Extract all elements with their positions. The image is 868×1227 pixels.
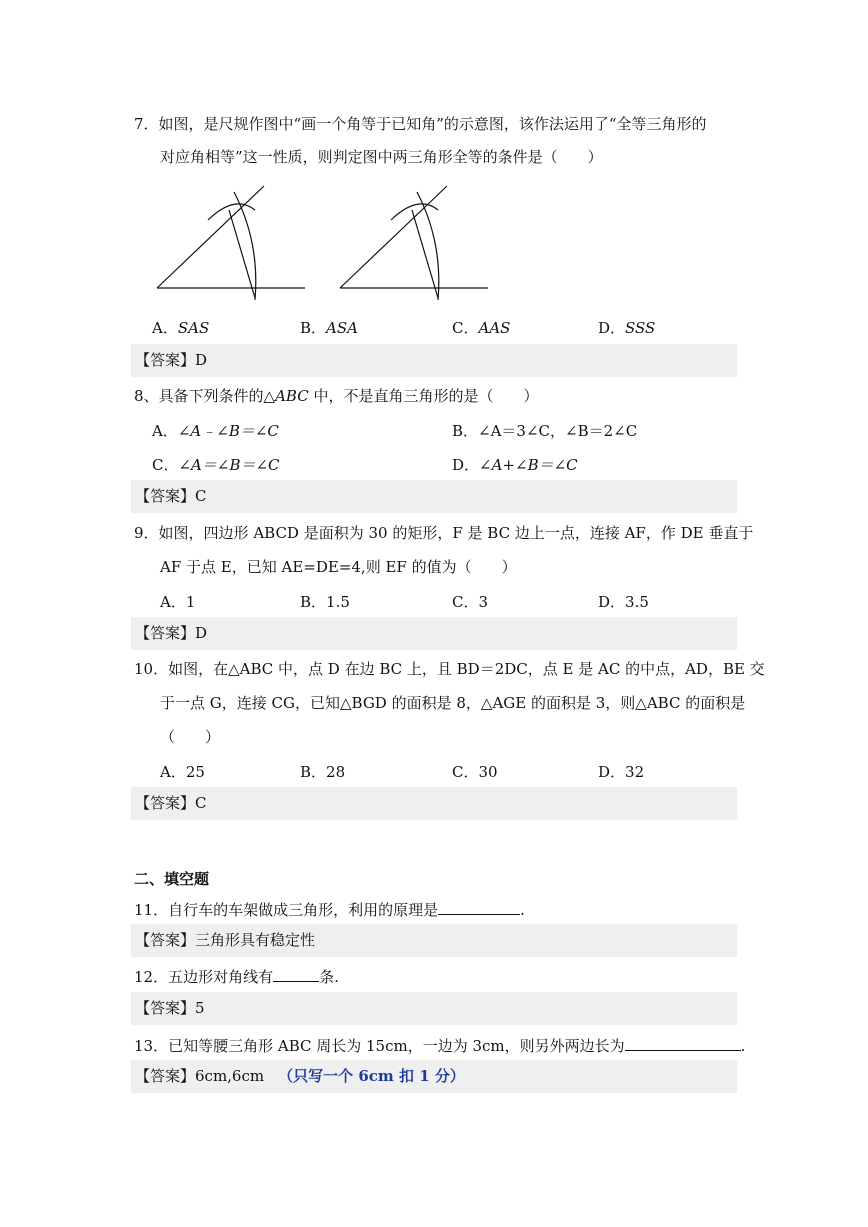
q7-option-a[interactable]: A．SAS bbox=[152, 319, 210, 337]
q12-answer: 【答案】5 bbox=[131, 992, 737, 1025]
q8-option-c[interactable]: C．∠A＝∠B＝∠C bbox=[152, 456, 280, 474]
q9-line2: AF 于点 E，已知 AE=DE=4,则 EF 的值为（ ） bbox=[160, 558, 517, 576]
q10-line3: （ ） bbox=[160, 728, 221, 746]
q8-line1: 8、具备下列条件的△ABC 中，不是直角三角形的是（ ） bbox=[134, 387, 539, 405]
q7-option-d[interactable]: D．SSS bbox=[598, 319, 656, 337]
q8-answer: 【答案】C bbox=[131, 480, 737, 513]
q7-figure-right bbox=[333, 182, 493, 302]
q10-option-b[interactable]: B．28 bbox=[300, 763, 346, 781]
q9-option-a[interactable]: A．1 bbox=[160, 593, 196, 611]
q7-line2: 对应角相等”这一性质，则判定图中两三角形全等的条件是（ ） bbox=[160, 148, 603, 166]
q9-option-d[interactable]: D．3.5 bbox=[598, 593, 649, 611]
q11-answer: 【答案】三角形具有稳定性 bbox=[131, 924, 737, 957]
question-number: 7． bbox=[134, 115, 159, 133]
q7-option-c[interactable]: C．AAS bbox=[452, 319, 511, 337]
q10-line1: 10．如图，在△ABC 中，点 D 在边 BC 上，且 BD＝2DC，点 E 是 AC 的中点，AD，BE 交 bbox=[134, 660, 765, 678]
q11-line: 11．自行车的车架做成三角形，利用的原理是 . bbox=[134, 901, 525, 919]
scoring-note: （只写一个 6cm 扣 1 分） bbox=[278, 1067, 465, 1085]
q12-line: 12．五边形对角线有 条. bbox=[134, 968, 339, 986]
answer-blank[interactable] bbox=[438, 899, 520, 915]
q10-option-a[interactable]: A．25 bbox=[160, 763, 205, 781]
q7-line1 bbox=[134, 114, 707, 134]
q10-option-d[interactable]: D．32 bbox=[598, 763, 645, 781]
q8-option-a[interactable]: A．∠A﹣∠B＝∠C bbox=[152, 422, 279, 440]
q9-option-c[interactable]: C．3 bbox=[452, 593, 489, 611]
q13-line: 13．已知等腰三角形 ABC 周长为 15cm，一边为 3cm，则另外两边长为 . bbox=[134, 1037, 746, 1055]
answer-blank[interactable] bbox=[273, 966, 319, 982]
q9-line1: 9．如图，四边形 ABCD 是面积为 30 的矩形，F 是 BC 边上一点，连接 AF，作 DE 垂直于 bbox=[134, 524, 754, 542]
answer-blank[interactable] bbox=[625, 1035, 741, 1051]
q7-option-b[interactable]: B．ASA bbox=[300, 319, 358, 337]
q10-option-c[interactable]: C．30 bbox=[452, 763, 498, 781]
question-text: 如图，是尺规作图中“画一个角等于已知角”的示意图，该作法运用了“全等三角形的 bbox=[158, 115, 707, 133]
q7-answer: 【答案】D bbox=[131, 344, 737, 377]
q8-option-d[interactable]: D．∠A+∠B＝∠C bbox=[452, 456, 578, 474]
q9-answer: 【答案】D bbox=[131, 617, 737, 650]
q10-answer: 【答案】C bbox=[131, 787, 737, 820]
section-title: 二、填空题 bbox=[134, 870, 210, 888]
q7-figure-left bbox=[150, 182, 310, 302]
q8-option-b[interactable]: B．∠A＝3∠C，∠B＝2∠C bbox=[452, 422, 638, 440]
q9-option-b[interactable]: B．1.5 bbox=[300, 593, 350, 611]
q10-line2: 于一点 G，连接 CG，已知△BGD 的面积是 8，△AGE 的面积是 3，则△ABC 的面积是 bbox=[160, 694, 746, 712]
q13-answer: 【答案】6cm,6cm （只写一个 6cm 扣 1 分） bbox=[131, 1060, 737, 1093]
